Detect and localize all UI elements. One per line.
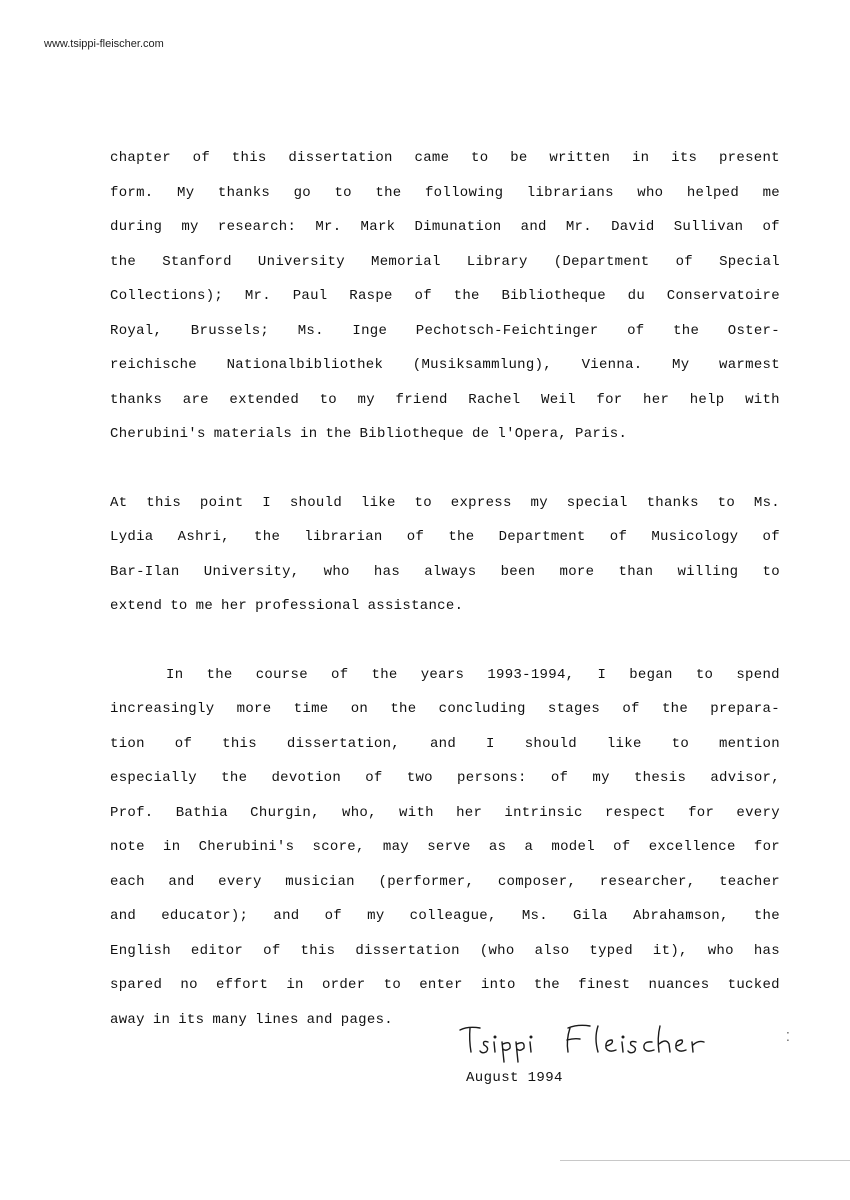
text-line: and educator); and of my colleague, Ms. Gila Abrahamson, the	[110, 908, 780, 924]
text-line: each and every musician (performer, composer, researcher, teacher	[110, 873, 780, 890]
document-page	[110, 150, 780, 1046]
website-url: www.tsippi-fleischer.com	[44, 38, 164, 50]
paragraph-gap	[110, 461, 780, 495]
scan-edge-line	[560, 1160, 850, 1161]
handwritten-signature	[458, 1018, 758, 1066]
text-line: extend to me her professional assistance.	[110, 598, 464, 614]
paragraph-acknowledgement-librarians	[110, 150, 780, 461]
text-line: away in its many lines and pages.	[110, 1011, 393, 1028]
text-line: Prof. Bathia Churgin, who, with her intrinsic respect for every	[110, 804, 780, 821]
paragraph-gap	[110, 633, 780, 667]
paragraph-acknowledgement-librarian-barilan	[110, 495, 780, 633]
margin-mark: ⁚	[786, 1030, 790, 1044]
text-line: tion of this dissertation, and I should like to mention	[110, 735, 780, 752]
text-line: chapter of this dissertation came to be written in its present	[110, 150, 780, 166]
signature-graphic	[458, 1018, 758, 1066]
text-line: Royal, Brussels; Ms. Inge Pechotsch-Feichtinger of the Oster-	[110, 322, 780, 339]
text-line: increasingly more time on the concluding stages of the prepara-	[110, 701, 780, 717]
text-line: the Stanford University Memorial Library (Department of Special	[110, 253, 780, 270]
text-line: Cherubini's materials in the Bibliotheque de l'Opera, Paris.	[110, 426, 628, 442]
text-line: during my research: Mr. Mark Dimunation and Mr. David Sullivan of	[110, 219, 780, 235]
text-line: form. My thanks go to the following librarians who helped me	[110, 184, 780, 201]
text-line: In the course of the years 1993-1994, I began to spend	[166, 666, 780, 683]
text-line: Collections); Mr. Paul Raspe of the Bibliotheque du Conservatoire	[110, 288, 780, 304]
text-line: especially the devotion of two persons: of my thesis advisor,	[110, 770, 780, 786]
paragraph-acknowledgement-advisor-editor	[110, 667, 780, 1047]
text-line: reichische Nationalbibliothek (Musiksammlung), Vienna. My warmest	[110, 357, 780, 373]
text-line: thanks are extended to my friend Rachel Weil for her help with	[110, 391, 780, 408]
text-line: At this point I should like to express my special thanks to Ms.	[110, 494, 780, 511]
text-line: Bar-Ilan University, who has always been more than willing to	[110, 563, 780, 580]
text-line: spared no effort in order to enter into the finest nuances tucked	[110, 977, 780, 993]
text-line: note in Cherubini's score, may serve as a model of excellence for	[110, 839, 780, 855]
text-line: Lydia Ashri, the librarian of the Department of Musicology of	[110, 529, 780, 545]
text-line: English editor of this dissertation (who also typed it), who has	[110, 942, 780, 959]
signature-date: August 1994	[466, 1070, 563, 1086]
